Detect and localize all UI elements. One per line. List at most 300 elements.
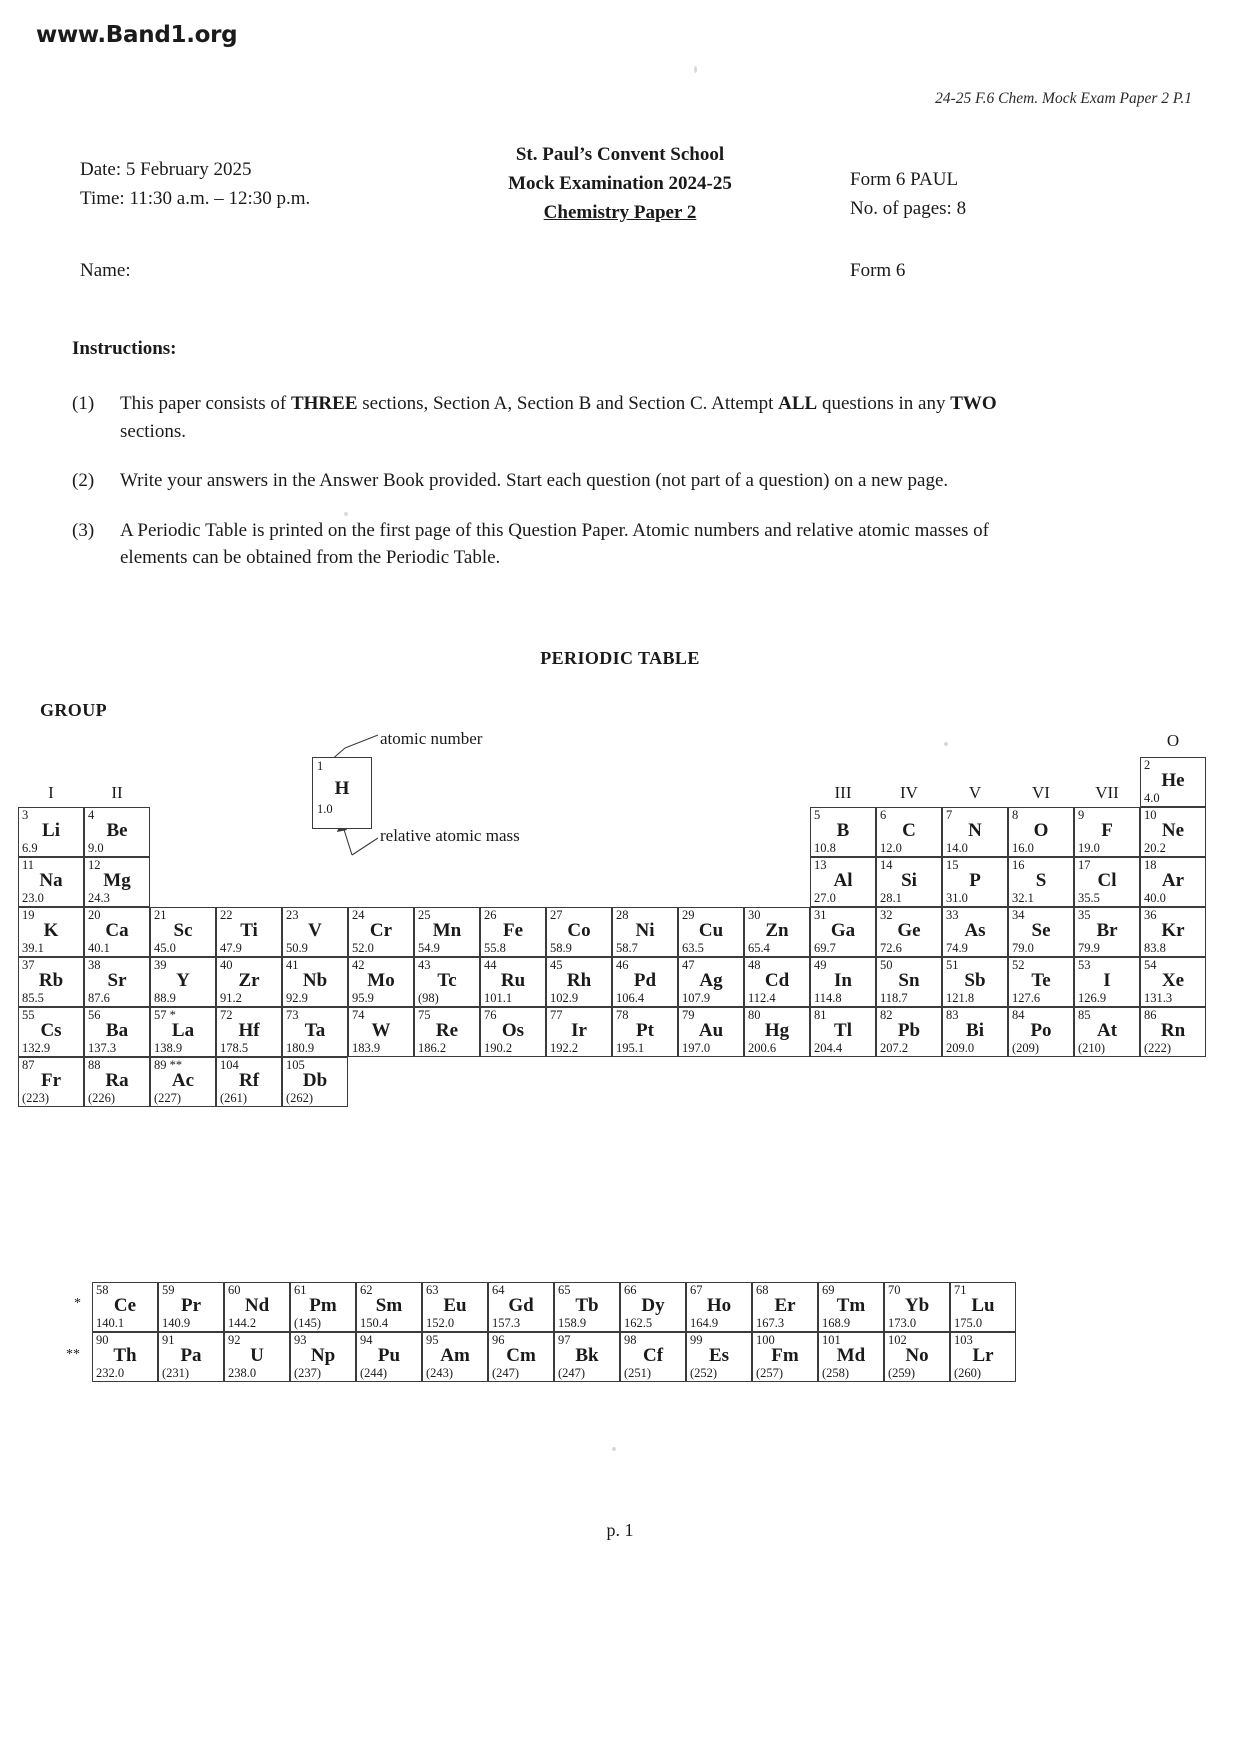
atomic-number: 49 — [814, 958, 827, 972]
element-cell-Ir — [546, 1007, 612, 1057]
relative-atomic-mass: 209.0 — [946, 1041, 975, 1055]
atomic-number: 39 — [154, 958, 167, 972]
atomic-number: 28 — [616, 908, 629, 922]
atomic-number: 104 — [220, 1058, 239, 1072]
element-symbol: O — [1033, 820, 1049, 841]
relative-atomic-mass: 167.3 — [756, 1316, 785, 1330]
relative-atomic-mass: 88.9 — [154, 991, 176, 1005]
atomic-number: 24 — [352, 908, 365, 922]
atomic-number: 43 — [418, 958, 431, 972]
actinide-cell-No — [884, 1332, 950, 1382]
atomic-number: 84 — [1012, 1008, 1025, 1022]
atomic-number: 90 — [96, 1333, 109, 1347]
relative-atomic-mass: 238.0 — [228, 1366, 257, 1380]
scan-speckle — [612, 1447, 616, 1451]
atomic-number: 65 — [558, 1283, 571, 1297]
element-symbol: Fm — [771, 1345, 799, 1366]
scan-speckle — [344, 512, 348, 516]
element-symbol: I — [1103, 970, 1111, 991]
element-symbol: Ne — [1161, 820, 1185, 841]
lanthanide-star-marker: * — [74, 1296, 81, 1311]
relative-atomic-mass: 175.0 — [954, 1316, 983, 1330]
element-cell-Ag — [678, 957, 744, 1007]
relative-atomic-mass: 24.3 — [88, 891, 110, 905]
element-symbol: Po — [1030, 1020, 1052, 1041]
element-cell-He — [1140, 757, 1206, 807]
relative-atomic-mass: 32.1 — [1012, 891, 1034, 905]
atomic-number: 30 — [748, 908, 761, 922]
relative-atomic-mass: (237) — [294, 1366, 322, 1380]
atomic-number: 91 — [162, 1333, 175, 1347]
relative-atomic-mass: 45.0 — [154, 941, 176, 955]
legend-symbol: H — [334, 778, 350, 799]
element-cell-Mo — [348, 957, 414, 1007]
element-cell-Cl — [1074, 857, 1140, 907]
instruction-number: (2) — [72, 470, 95, 491]
element-symbol: Y — [176, 970, 190, 991]
atomic-number: 89 ** — [154, 1058, 183, 1072]
element-cell-Na — [18, 857, 84, 907]
element-cell-As — [942, 907, 1008, 957]
atomic-number: 46 — [616, 958, 629, 972]
atomic-number: 95 — [426, 1333, 439, 1347]
actinide-cell-Pu — [356, 1332, 422, 1382]
element-symbol: Fe — [502, 920, 524, 941]
atomic-number: 76 — [484, 1008, 497, 1022]
lanthanide-cell-Sm — [356, 1282, 422, 1332]
element-symbol: Md — [836, 1345, 866, 1366]
atomic-number: 48 — [748, 958, 761, 972]
relative-atomic-mass: 58.9 — [550, 941, 572, 955]
atomic-number: 61 — [294, 1283, 307, 1297]
relative-atomic-mass: 35.5 — [1078, 891, 1100, 905]
element-symbol: Sb — [964, 970, 986, 991]
element-symbol: Cm — [506, 1345, 536, 1366]
relative-atomic-mass: 186.2 — [418, 1041, 447, 1055]
atomic-number: 78 — [616, 1008, 629, 1022]
element-symbol: Kr — [1161, 920, 1185, 941]
element-symbol: As — [964, 920, 986, 941]
relative-atomic-mass: 14.0 — [946, 841, 968, 855]
relative-atomic-mass: 74.9 — [946, 941, 968, 955]
atomic-number: 77 — [550, 1008, 563, 1022]
relative-atomic-mass: 83.8 — [1144, 941, 1166, 955]
form-class: Form 6 PAUL — [850, 169, 959, 190]
atomic-number: 94 — [360, 1333, 373, 1347]
element-symbol: Au — [698, 1020, 724, 1041]
element-cell-Ba — [84, 1007, 150, 1057]
element-symbol: Ar — [1161, 870, 1185, 891]
element-symbol: Tb — [575, 1295, 599, 1316]
relative-atomic-mass: 40.0 — [1144, 891, 1166, 905]
element-cell-Zr — [216, 957, 282, 1007]
atomic-number: 29 — [682, 908, 695, 922]
element-cell-Nb — [282, 957, 348, 1007]
element-symbol: C — [902, 820, 916, 841]
element-symbol: Pm — [309, 1295, 337, 1316]
element-cell-Sc — [150, 907, 216, 957]
element-symbol: Ac — [171, 1070, 195, 1091]
atomic-number: 20 — [88, 908, 101, 922]
atomic-number: 60 — [228, 1283, 241, 1297]
relative-atomic-mass: 95.9 — [352, 991, 374, 1005]
actinide-cell-Pa — [158, 1332, 224, 1382]
element-symbol: Ni — [635, 920, 655, 941]
relative-atomic-mass: 106.4 — [616, 991, 645, 1005]
element-symbol: Mg — [103, 870, 131, 891]
actinide-cell-Fm — [752, 1332, 818, 1382]
element-symbol: Li — [42, 820, 60, 841]
atomic-number: 66 — [624, 1283, 637, 1297]
periodic-table-title: PERIODIC TABLE — [540, 648, 700, 668]
element-cell-Se — [1008, 907, 1074, 957]
element-symbol: Xe — [1161, 970, 1185, 991]
relative-atomic-mass: 23.0 — [22, 891, 44, 905]
atomic-number: 93 — [294, 1333, 307, 1347]
paper-code-header: 24-25 F.6 Chem. Mock Exam Paper 2 P.1 — [935, 90, 1192, 107]
atomic-number: 35 — [1078, 908, 1091, 922]
element-symbol: Sc — [173, 920, 193, 941]
element-symbol: V — [308, 920, 322, 941]
element-cell-Ga — [810, 907, 876, 957]
atomic-number: 50 — [880, 958, 893, 972]
element-symbol: Nd — [244, 1295, 270, 1316]
atomic-number: 3 — [22, 808, 29, 822]
element-symbol: W — [371, 1020, 391, 1041]
atomic-number: 4 — [88, 808, 95, 822]
element-cell-Ta — [282, 1007, 348, 1057]
atomic-number: 75 — [418, 1008, 431, 1022]
element-cell-Bi — [942, 1007, 1008, 1057]
atomic-number: 17 — [1078, 858, 1091, 872]
atomic-number: 2 — [1144, 758, 1151, 772]
element-cell-Xe — [1140, 957, 1206, 1007]
group-header-II: II — [111, 783, 123, 802]
element-symbol: Er — [774, 1295, 796, 1316]
atomic-number: 21 — [154, 908, 167, 922]
element-symbol: Si — [901, 870, 917, 891]
relative-atomic-mass: 137.3 — [88, 1041, 117, 1055]
element-symbol: Bk — [575, 1345, 599, 1366]
atomic-number: 92 — [228, 1333, 241, 1347]
relative-atomic-mass: 232.0 — [96, 1366, 125, 1380]
element-cell-Tl — [810, 1007, 876, 1057]
lanthanide-cell-Tm — [818, 1282, 884, 1332]
lanthanide-cell-Pm — [290, 1282, 356, 1332]
relative-atomic-mass: 12.0 — [880, 841, 902, 855]
relative-atomic-mass: 87.6 — [88, 991, 110, 1005]
element-symbol: Pu — [377, 1345, 401, 1366]
element-cell-B — [810, 807, 876, 857]
relative-atomic-mass: 178.5 — [220, 1041, 249, 1055]
relative-atomic-mass: 204.4 — [814, 1041, 843, 1055]
relative-atomic-mass: 118.7 — [880, 991, 908, 1005]
relative-atomic-mass: 195.1 — [616, 1041, 645, 1055]
atomic-number: 100 — [756, 1333, 775, 1347]
atomic-number: 101 — [822, 1333, 841, 1347]
element-symbol: Pr — [180, 1295, 202, 1316]
atomic-number: 55 — [22, 1008, 35, 1022]
element-cell-Ne — [1140, 807, 1206, 857]
relative-atomic-mass: 54.9 — [418, 941, 440, 955]
element-cell-Li — [18, 807, 84, 857]
atomic-number: 83 — [946, 1008, 959, 1022]
group-header-VII: VII — [1095, 783, 1119, 802]
element-symbol: Os — [501, 1020, 525, 1041]
atomic-number: 59 — [162, 1283, 175, 1297]
element-cell-Db — [282, 1057, 348, 1107]
relative-atomic-mass: 180.9 — [286, 1041, 315, 1055]
element-symbol: Br — [1096, 920, 1118, 941]
relative-atomic-mass: (227) — [154, 1091, 182, 1105]
atomic-number: 18 — [1144, 858, 1157, 872]
element-cell-Hg — [744, 1007, 810, 1057]
relative-atomic-mass: (244) — [360, 1366, 388, 1380]
atomic-number: 22 — [220, 908, 233, 922]
element-symbol: Nb — [302, 970, 328, 991]
relative-atomic-mass: 27.0 — [814, 891, 836, 905]
actinide-cell-Np — [290, 1332, 356, 1382]
atomic-number: 33 — [946, 908, 959, 922]
relative-atomic-mass: 144.2 — [228, 1316, 257, 1330]
relative-atomic-mass: 65.4 — [748, 941, 770, 955]
relative-atomic-mass: 132.9 — [22, 1041, 51, 1055]
atomic-number: 16 — [1012, 858, 1025, 872]
element-symbol: Pa — [180, 1345, 202, 1366]
atomic-number: 71 — [954, 1283, 967, 1297]
element-cell-Si — [876, 857, 942, 907]
element-cell-Mn — [414, 907, 480, 957]
atomic-number: 53 — [1078, 958, 1091, 972]
relative-atomic-mass: (259) — [888, 1366, 916, 1380]
relative-atomic-mass: 158.9 — [558, 1316, 587, 1330]
relative-atomic-mass: 63.5 — [682, 941, 704, 955]
actinide-cell-U — [224, 1332, 290, 1382]
atomic-number: 32 — [880, 908, 893, 922]
instruction-text: This paper consists of THREE sections, Section A, Section B and Section C. Attempt ALL questions in any TWO sections. — [120, 393, 997, 442]
element-symbol: Ce — [113, 1295, 137, 1316]
element-cell-Cr — [348, 907, 414, 957]
school-name: St. Paul’s Convent School — [515, 144, 725, 165]
element-cell-Hf — [216, 1007, 282, 1057]
element-cell-Ca — [84, 907, 150, 957]
atomic-number: 69 — [822, 1283, 835, 1297]
atomic-number: 36 — [1144, 908, 1157, 922]
element-symbol: Ag — [699, 970, 723, 991]
group-header-III: III — [834, 783, 852, 802]
element-symbol: Yb — [904, 1295, 930, 1316]
element-cell-Cs — [18, 1007, 84, 1057]
actinide-cell-Am — [422, 1332, 488, 1382]
element-symbol: Zr — [238, 970, 260, 991]
relative-atomic-mass: 183.9 — [352, 1041, 381, 1055]
atomic-number: 11 — [22, 858, 35, 872]
atomic-number: 14 — [880, 858, 893, 872]
atomic-number: 57 * — [154, 1008, 176, 1022]
relative-atomic-mass: 121.8 — [946, 991, 975, 1005]
atomic-number: 87 — [22, 1058, 35, 1072]
element-symbol: La — [171, 1020, 195, 1041]
exam-date: Date: 5 February 2025 — [80, 159, 252, 180]
relative-atomic-mass: 16.0 — [1012, 841, 1034, 855]
atomic-number: 26 — [484, 908, 497, 922]
element-symbol: Mo — [367, 970, 395, 991]
atomic-number: 27 — [550, 908, 563, 922]
instruction-text: A Periodic Table is printed on the first page of this Question Paper. Atomic numbers and relative atomic masses of elements can be obtained from the Periodic Table. — [120, 519, 989, 568]
exam-time: Time: 11:30 a.m. – 12:30 p.m. — [80, 188, 311, 209]
element-symbol: Hf — [238, 1020, 260, 1041]
relative-atomic-mass: 162.5 — [624, 1316, 653, 1330]
element-symbol: Te — [1031, 970, 1051, 991]
relative-atomic-mass: 47.9 — [220, 941, 242, 955]
atomic-number: 44 — [484, 958, 497, 972]
element-symbol: Dy — [641, 1295, 665, 1316]
element-cell-V — [282, 907, 348, 957]
atomic-number: 5 — [814, 808, 821, 822]
relative-atomic-mass: 114.8 — [814, 991, 842, 1005]
element-cell-Ge — [876, 907, 942, 957]
element-symbol: P — [969, 870, 981, 891]
relative-atomic-mass: 52.0 — [352, 941, 374, 955]
relative-atomic-mass: (251) — [624, 1366, 652, 1380]
element-symbol: Pd — [633, 970, 657, 991]
relative-atomic-mass: 127.6 — [1012, 991, 1041, 1005]
relative-atomic-mass: 152.0 — [426, 1316, 455, 1330]
relative-atomic-mass: 85.5 — [22, 991, 44, 1005]
relative-atomic-mass: 102.9 — [550, 991, 579, 1005]
element-symbol: Mn — [432, 920, 462, 941]
atomic-number: 13 — [814, 858, 827, 872]
atomic-number: 47 — [682, 958, 695, 972]
element-symbol: N — [968, 820, 982, 841]
actinide-cell-Bk — [554, 1332, 620, 1382]
element-cell-Zn — [744, 907, 810, 957]
atomic-number: 63 — [426, 1283, 439, 1297]
relative-atomic-mass: 40.1 — [88, 941, 110, 955]
atomic-number: 6 — [880, 808, 887, 822]
element-symbol: Fr — [40, 1070, 62, 1091]
element-cell-C — [876, 807, 942, 857]
atomic-number: 97 — [558, 1333, 571, 1347]
atomic-number: 25 — [418, 908, 431, 922]
lanthanide-cell-Yb — [884, 1282, 950, 1332]
element-cell-In — [810, 957, 876, 1007]
element-symbol: Se — [1031, 920, 1051, 941]
relative-atomic-mass: (223) — [22, 1091, 50, 1105]
atomic-number: 85 — [1078, 1008, 1091, 1022]
relative-atomic-mass: (209) — [1012, 1041, 1040, 1055]
element-symbol: F — [1101, 820, 1113, 841]
relative-atomic-mass: 79.9 — [1078, 941, 1100, 955]
relative-atomic-mass: 126.9 — [1078, 991, 1107, 1005]
element-symbol: Bi — [966, 1020, 984, 1041]
atomic-number: 74 — [352, 1008, 365, 1022]
relative-atomic-mass: (262) — [286, 1091, 314, 1105]
element-cell-K — [18, 907, 84, 957]
element-cell-W — [348, 1007, 414, 1057]
paper-subject: Chemistry Paper 2 — [543, 202, 697, 223]
element-cell-Ru — [480, 957, 546, 1007]
group-header-I: I — [48, 783, 54, 802]
element-cell-Al — [810, 857, 876, 907]
element-symbol: He — [1161, 770, 1185, 791]
relative-atomic-mass: (257) — [756, 1366, 784, 1380]
atomic-number: 45 — [550, 958, 563, 972]
group-header-O: O — [1166, 731, 1180, 750]
relative-atomic-mass: 131.3 — [1144, 991, 1173, 1005]
instruction-text: Write your answers in the Answer Book provided. Start each question (not part of a question) on a new page. — [120, 470, 949, 491]
relative-atomic-mass: 20.2 — [1144, 841, 1166, 855]
element-cell-At — [1074, 1007, 1140, 1057]
atomic-number: 51 — [946, 958, 959, 972]
legend-atomic-mass: 1.0 — [317, 802, 333, 816]
atomic-number: 64 — [492, 1283, 505, 1297]
element-symbol: Pb — [897, 1020, 921, 1041]
element-cell-Sb — [942, 957, 1008, 1007]
atomic-number: 99 — [690, 1333, 703, 1347]
atomic-number: 19 — [22, 908, 35, 922]
lanthanide-cell-Gd — [488, 1282, 554, 1332]
element-symbol: Zn — [765, 920, 789, 941]
relative-atomic-mass: 4.0 — [1144, 791, 1160, 805]
lanthanide-cell-Er — [752, 1282, 818, 1332]
relative-atomic-mass: 92.9 — [286, 991, 308, 1005]
group-word-label: GROUP — [40, 700, 107, 720]
relative-atomic-mass: 192.2 — [550, 1041, 579, 1055]
element-symbol: Hg — [764, 1020, 790, 1041]
relative-atomic-mass: 69.7 — [814, 941, 836, 955]
atomic-number: 54 — [1144, 958, 1157, 972]
atomic-number: 12 — [88, 858, 101, 872]
element-symbol: U — [250, 1345, 264, 1366]
element-symbol: B — [836, 820, 850, 841]
element-symbol: In — [834, 970, 852, 991]
relative-atomic-mass: (252) — [690, 1366, 718, 1380]
element-symbol: Ta — [304, 1020, 326, 1041]
atomic-number: 37 — [22, 958, 35, 972]
relative-atomic-mass: 173.0 — [888, 1316, 917, 1330]
element-cell-Fe — [480, 907, 546, 957]
actinide-cell-Cm — [488, 1332, 554, 1382]
site-watermark: www.Band1.org — [36, 22, 238, 48]
atomic-number: 86 — [1144, 1008, 1157, 1022]
element-symbol: Tc — [437, 970, 457, 991]
element-cell-S — [1008, 857, 1074, 907]
group-header-IV: IV — [900, 783, 918, 802]
atomic-number: 81 — [814, 1008, 827, 1022]
lanthanide-cell-Pr — [158, 1282, 224, 1332]
relative-atomic-mass: (247) — [492, 1366, 520, 1380]
actinide-cell-Th — [92, 1332, 158, 1382]
relative-atomic-mass: 39.1 — [22, 941, 44, 955]
element-symbol: Lu — [971, 1295, 995, 1316]
element-symbol: S — [1035, 870, 1047, 891]
relative-atomic-mass: 138.9 — [154, 1041, 183, 1055]
element-cell-Ni — [612, 907, 678, 957]
instructions-heading: Instructions: — [72, 338, 177, 359]
element-cell-Pb — [876, 1007, 942, 1057]
element-symbol: At — [1096, 1020, 1118, 1041]
element-cell-Pt — [612, 1007, 678, 1057]
atomic-number: 41 — [286, 958, 299, 972]
element-symbol: Pt — [636, 1020, 654, 1041]
relative-atomic-mass: 72.6 — [880, 941, 902, 955]
atomic-number: 7 — [946, 808, 953, 822]
element-symbol: Db — [302, 1070, 328, 1091]
relative-atomic-mass: (243) — [426, 1366, 454, 1380]
element-cell-Be — [84, 807, 150, 857]
element-symbol: Ga — [830, 920, 856, 941]
